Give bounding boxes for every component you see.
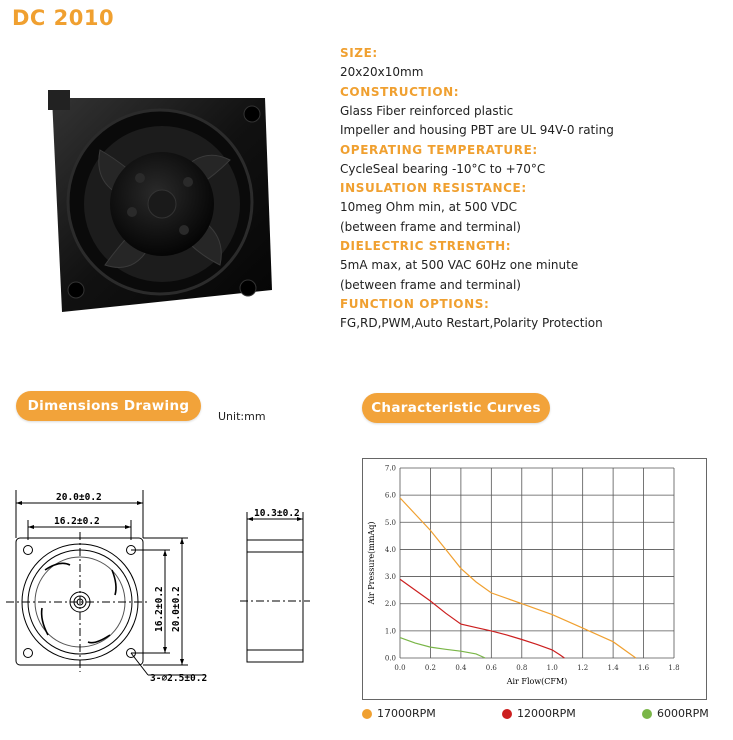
spec-heading: DIELECTRIC STRENGTH: [340, 239, 512, 253]
y-tick-label: 2.0 [384, 600, 396, 609]
x-tick-label: 1.4 [607, 664, 619, 672]
y-axis-label: Air Pressure(mmAq) [367, 521, 376, 605]
legend-item [642, 707, 709, 720]
legend-label: 17000RPM [377, 707, 436, 720]
legend-label: 6000RPM [657, 707, 709, 720]
fan-photo [40, 80, 280, 320]
x-tick-label: 0.2 [424, 664, 437, 672]
spec-function-options [340, 295, 720, 334]
legend-swatch-17000 [362, 709, 372, 719]
x-tick-label: 1.0 [546, 664, 558, 672]
dimensions-drawing-button[interactable]: Dimensions Drawing [16, 391, 201, 421]
unit-label: Unit:mm [218, 410, 266, 423]
y-tick-label: 1.0 [384, 627, 396, 636]
page-title: DC 2010 [12, 6, 115, 30]
characteristic-curves-button[interactable]: Characteristic Curves [362, 393, 550, 423]
spec-heading: CONSTRUCTION: [340, 84, 460, 99]
dim-inner-height: 16.2±0.2 [154, 586, 165, 632]
dim-inner-width: 16.2±0.2 [54, 516, 100, 527]
spec-heading: INSULATION RESISTANCE: [340, 181, 527, 195]
x-tick-label: 0.8 [516, 664, 528, 672]
spec-value: CycleSeal bearing -10°C to +70°C [340, 161, 546, 176]
x-tick-label: 0.0 [394, 664, 406, 672]
x-tick-label: 0.6 [485, 664, 497, 672]
y-tick-label: 0.0 [384, 654, 396, 663]
spec-heading: FUNCTION OPTIONS: [340, 297, 490, 311]
dim-holes: 3-⌀2.5±0.2 [150, 673, 208, 684]
spec-heading: SIZE: [340, 46, 378, 60]
spec-value: 20x20x10mm [340, 65, 424, 79]
y-tick-label: 4.0 [384, 545, 396, 554]
spec-value: Impeller and housing PBT are UL 94V-0 rating [340, 123, 614, 137]
characteristic-curves-chart [362, 458, 707, 700]
dim-depth: 10.3±0.2 [254, 508, 300, 519]
y-tick-label: 7.0 [384, 464, 396, 473]
spec-value: FG,RD,PWM,Auto Restart,Polarity Protection [340, 316, 603, 330]
spec-value: (between frame and terminal) [340, 219, 521, 234]
x-tick-label: 0.4 [455, 664, 467, 672]
legend-item [502, 707, 576, 720]
spec-list [340, 44, 720, 334]
x-tick-label: 1.2 [577, 664, 589, 672]
y-tick-label: 5.0 [384, 518, 396, 527]
legend-item [362, 707, 436, 720]
x-tick-label: 1.8 [668, 664, 680, 672]
spec-value: Glass Fiber reinforced plastic [340, 103, 514, 118]
spec-insulation-resistance [340, 179, 720, 237]
spec-heading: OPERATING TEMPERATURE: [340, 142, 538, 157]
spec-value: 5mA max, at 500 VAC 60Hz one minute [340, 258, 579, 272]
dimensions-drawing [0, 470, 330, 695]
spec-value: 10meg Ohm min, at 500 VDC [340, 200, 518, 214]
x-axis-label: Air Flow(CFM) [506, 677, 568, 686]
y-tick-label: 3.0 [384, 573, 396, 582]
dim-outer-width: 20.0±0.2 [56, 492, 102, 503]
dim-outer-height: 20.0±0.2 [171, 586, 182, 632]
legend-swatch-12000 [502, 709, 512, 719]
spec-size [340, 44, 720, 83]
spec-construction [340, 83, 720, 141]
legend-label: 12000RPM [517, 707, 576, 720]
spec-operating-temperature [340, 141, 720, 180]
chart-frame [363, 459, 707, 700]
spec-value: (between frame and terminal) [340, 277, 521, 292]
x-tick-label: 1.6 [637, 664, 650, 672]
y-tick-label: 6.0 [384, 491, 396, 500]
spec-dielectric-strength [340, 237, 720, 295]
legend-swatch-6000 [642, 709, 652, 719]
